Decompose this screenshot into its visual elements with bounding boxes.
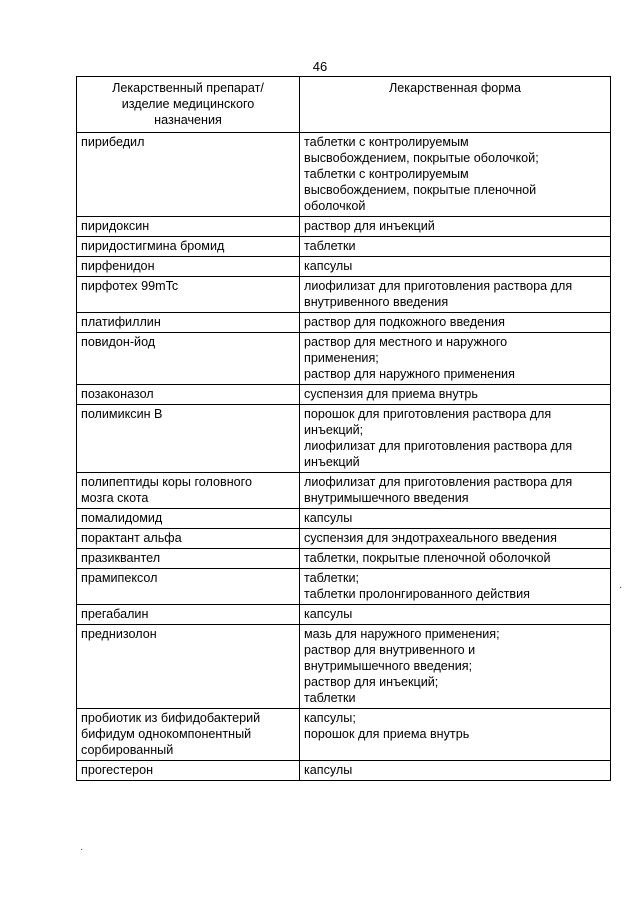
- header-form: Лекарственная форма: [300, 77, 611, 133]
- drug-name-cell: полипептиды коры головного мозга скота: [77, 473, 300, 509]
- table-row: [77, 605, 611, 625]
- table-row: [77, 333, 611, 385]
- table-row: [77, 405, 611, 473]
- drug-name-cell: преднизолон: [77, 625, 300, 709]
- drug-name-cell: пиридоксин: [77, 217, 300, 237]
- drug-name-cell: помалидомид: [77, 509, 300, 529]
- drug-name-cell: празиквантел: [77, 549, 300, 569]
- scan-mark: ·: [80, 844, 84, 855]
- dosage-form-cell: раствор для местного и наружного применения; раствор для наружного применения: [300, 333, 611, 385]
- drug-name-cell: пробиотик из бифидобактерий бифидум однокомпонентный сорбированный: [77, 709, 300, 761]
- dosage-form-cell: капсулы: [300, 761, 611, 781]
- table-row: [77, 625, 611, 709]
- table-header-row: [77, 77, 611, 133]
- table-row: [77, 761, 611, 781]
- drug-name-cell: прамипексол: [77, 569, 300, 605]
- table-row: [77, 277, 611, 313]
- dosage-form-cell: таблетки с контролируемым высвобождением, покрытые оболочкой; таблетки с контролируемым высвобождением, покрытые пленочной оболочкой: [300, 133, 611, 217]
- table-row: [77, 549, 611, 569]
- dosage-form-cell: суспензия для эндотрахеального введения: [300, 529, 611, 549]
- dosage-form-cell: капсулы; порошок для приема внутрь: [300, 709, 611, 761]
- drug-name-cell: позаконазол: [77, 385, 300, 405]
- dosage-form-cell: таблетки, покрытые пленочной оболочкой: [300, 549, 611, 569]
- table-row: [77, 709, 611, 761]
- dosage-form-cell: капсулы: [300, 509, 611, 529]
- table-row: [77, 313, 611, 333]
- drug-name-cell: платифиллин: [77, 313, 300, 333]
- drug-name-cell: пиридостигмина бромид: [77, 237, 300, 257]
- table-row: [77, 569, 611, 605]
- drug-table: [76, 76, 611, 781]
- table-row: [77, 217, 611, 237]
- drug-name-cell: пирфотех 99mTc: [77, 277, 300, 313]
- scan-mark: ·: [619, 582, 623, 593]
- dosage-form-cell: таблетки: [300, 237, 611, 257]
- drug-name-cell: порактант альфа: [77, 529, 300, 549]
- dosage-form-cell: раствор для инъекций: [300, 217, 611, 237]
- drug-name-cell: полимиксин В: [77, 405, 300, 473]
- page-number: 46: [312, 59, 328, 74]
- drug-name-cell: пирфенидон: [77, 257, 300, 277]
- table-row: [77, 237, 611, 257]
- header-drug: Лекарственный препарат/ изделие медицинского назначения: [77, 77, 300, 133]
- dosage-form-cell: капсулы: [300, 605, 611, 625]
- table-row: [77, 473, 611, 509]
- dosage-form-cell: таблетки; таблетки пролонгированного действия: [300, 569, 611, 605]
- table-row: [77, 257, 611, 277]
- table-row: [77, 529, 611, 549]
- dosage-form-cell: мазь для наружного применения; раствор для внутривенного и внутримышечного введения; раствор для инъекций; таблетки: [300, 625, 611, 709]
- dosage-form-cell: порошок для приготовления раствора для инъекций; лиофилизат для приготовления раствора для инъекций: [300, 405, 611, 473]
- dosage-form-cell: раствор для подкожного введения: [300, 313, 611, 333]
- drug-name-cell: прегабалин: [77, 605, 300, 625]
- table-row: [77, 385, 611, 405]
- dosage-form-cell: лиофилизат для приготовления раствора для внутримышечного введения: [300, 473, 611, 509]
- drug-name-cell: прогестерон: [77, 761, 300, 781]
- dosage-form-cell: лиофилизат для приготовления раствора для внутривенного введения: [300, 277, 611, 313]
- table-row: [77, 509, 611, 529]
- dosage-form-cell: капсулы: [300, 257, 611, 277]
- table-row: [77, 133, 611, 217]
- drug-name-cell: пирибедил: [77, 133, 300, 217]
- drug-name-cell: повидон-йод: [77, 333, 300, 385]
- dosage-form-cell: суспензия для приема внутрь: [300, 385, 611, 405]
